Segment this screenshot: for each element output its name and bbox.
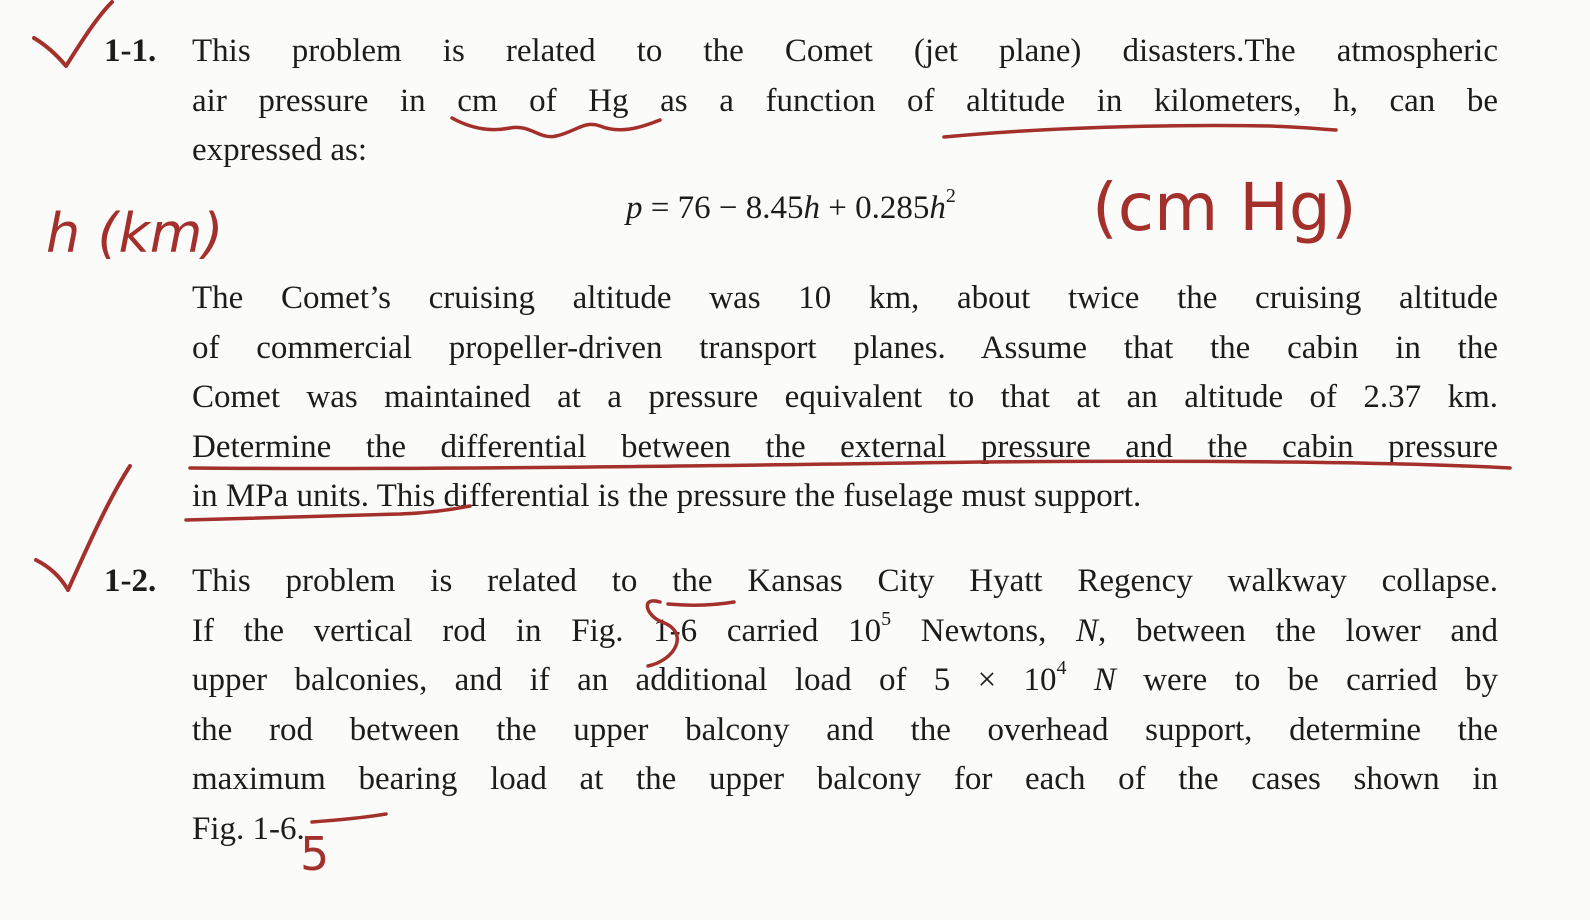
margin-note: h (km) bbox=[46, 202, 224, 265]
text-line: of commercial propeller-driven transport planes. Assume that the cabin in the bbox=[192, 329, 1498, 366]
eq-lhs: p bbox=[626, 190, 643, 226]
eq-var: h bbox=[803, 190, 820, 226]
exponent: 5 bbox=[881, 607, 892, 630]
problem-1-1-body bbox=[192, 274, 1498, 522]
exponent: 4 bbox=[1056, 657, 1067, 679]
eq-var: h bbox=[929, 190, 946, 226]
text-line: expressed as: bbox=[192, 132, 368, 168]
check-mark-1-icon bbox=[34, 2, 112, 66]
unit-symbol: N bbox=[1076, 612, 1099, 649]
text-run: Newtons, bbox=[891, 612, 1077, 649]
unit-note: (cm Hg) bbox=[1092, 169, 1357, 246]
text-run: upper balconies, and if an additional load of 5 × 10 bbox=[192, 662, 1057, 698]
problem-number: 1-2. bbox=[104, 563, 157, 599]
text-line: This problem is related to the Kansas City Hyatt Regency walkway collapse. bbox=[192, 563, 1498, 599]
text-line: Comet was maintained at a pressure equivalent to that at an altitude of 2.37 km. bbox=[192, 379, 1498, 415]
text-run: If the vertical rod in Fig. 1-6 carried 10 bbox=[192, 612, 882, 649]
text-line: maximum bearing load at the upper balcony for each of the cases shown in bbox=[192, 761, 1498, 797]
problem-1-1-intro bbox=[192, 27, 1498, 176]
text-line: This problem is related to the Comet (jet plane) disasters.The atmospheric bbox=[192, 33, 1498, 69]
text-run: , between the lower and bbox=[1098, 612, 1498, 649]
eq-part: = 76 − 8.45 bbox=[642, 190, 804, 226]
figure-correction: 5 bbox=[300, 827, 330, 881]
pressure-equation bbox=[626, 176, 956, 232]
problem-number: 1-1. bbox=[104, 33, 157, 69]
text-line: The Comet’s cruising altitude was 10 km, about twice the cruising altitude bbox=[192, 280, 1498, 316]
text-line: air pressure in cm of Hg as a function of altitude in kilometers, h, can be bbox=[192, 82, 1498, 119]
unit-symbol: N bbox=[1093, 662, 1116, 698]
text-line bbox=[192, 656, 1498, 706]
eq-part: + 0.285 bbox=[819, 190, 930, 226]
text-line: the rod between the upper balcony and the overhead support, determine the bbox=[192, 711, 1498, 748]
eq-exponent: 2 bbox=[945, 185, 956, 207]
text-run: were to be carried by bbox=[1115, 662, 1499, 698]
text-line: Determine the differential between the external pressure and the cabin pressure bbox=[192, 428, 1498, 465]
text-line: in MPa units. This differential is the pressure the fuselage must support. bbox=[192, 478, 1142, 514]
text-line bbox=[192, 607, 1498, 657]
text-line: Fig. 1-6. bbox=[192, 810, 305, 847]
problem-1-2-body bbox=[192, 557, 1498, 854]
